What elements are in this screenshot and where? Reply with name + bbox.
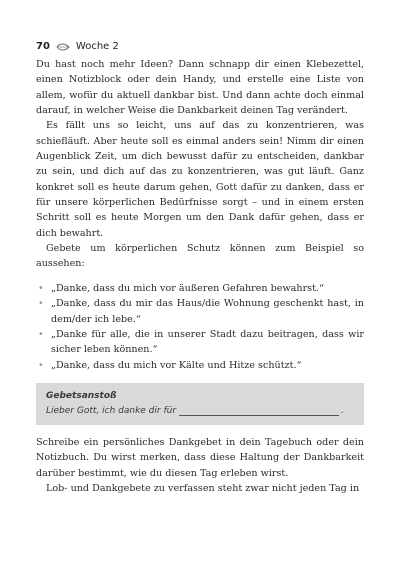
page-number: 70 <box>36 41 50 52</box>
body-text <box>36 57 364 496</box>
paragraph: Schreibe ein persönliches Dankgebet in dein Tagebuch oder dein Notizbuch. Du wirst merken, dass diese Haltung der Dankbarkeit darüber bestimmt, wie du diesen Tag erleben wirst. <box>36 436 364 479</box>
bullet-icon: • <box>38 298 44 310</box>
bullet-icon: • <box>38 282 44 294</box>
box-title: Gebetsanstoß <box>46 390 117 401</box>
list-item: • „Danke, dass du mich vor Kälte und Hitze schützt.“ <box>36 358 364 373</box>
prompt-line <box>46 404 354 419</box>
leaf-icon <box>56 43 70 51</box>
list-item: • „Danke für alle, die in unserer Stadt dazu beitragen, dass wir sicher leben können.“ <box>38 328 364 356</box>
bullet-icon: • <box>38 359 44 371</box>
list-item: • „Danke, dass du mich vor äußeren Gefahren bewahrst.“ <box>36 281 364 296</box>
fill-in-blank <box>179 406 339 416</box>
prompt-text: Lieber Gott, ich danke dir für <box>46 405 177 416</box>
paragraph: Gebete um körperlichen Schutz können zum Beispiel so aussehen: <box>36 243 364 270</box>
prompt-end: . <box>341 405 344 416</box>
paragraph: Du hast noch mehr Ideen? Dann schnapp dir einen Klebezettel, einen Notizblock oder dein Handy, und erstelle eine Liste von allem, wofür du aktuell dankbar bist. Und dann achte doch einmal darauf, in welcher Weise die Dankbarkeit deinen Tag verändert. <box>36 59 364 117</box>
paragraph: Es fällt uns so leicht, uns auf das zu konzentrieren, was schiefläuft. Aber heute soll es einmal anders sein! Nimm dir einen Augenblick Zeit, um dich bewusst dafür zu entscheiden, dankbar zu sein, und dich auf das zu konzentrieren, was gut läuft. Ganz konkret soll es heute darum gehen, Gott dafür zu danken, dass er für unsere körperlichen Bedürfnisse sorgt – und in einem ersten Schritt soll es heute Morgen um den Dank dafür gehen, dass er dich bewahrt. <box>36 120 364 239</box>
section-title: Woche 2 <box>75 41 119 52</box>
prayer-list <box>36 281 364 373</box>
list-item: • „Danke, dass du mir das Haus/die Wohnung geschenkt hast, in dem/der ich lebe.“ <box>38 298 364 325</box>
paragraph: Lob- und Dankgebete zu verfassen steht zwar nicht jeden Tag in <box>46 482 360 494</box>
bullet-icon: • <box>38 328 44 340</box>
running-head <box>36 41 119 52</box>
prayer-prompt-box <box>36 383 364 425</box>
